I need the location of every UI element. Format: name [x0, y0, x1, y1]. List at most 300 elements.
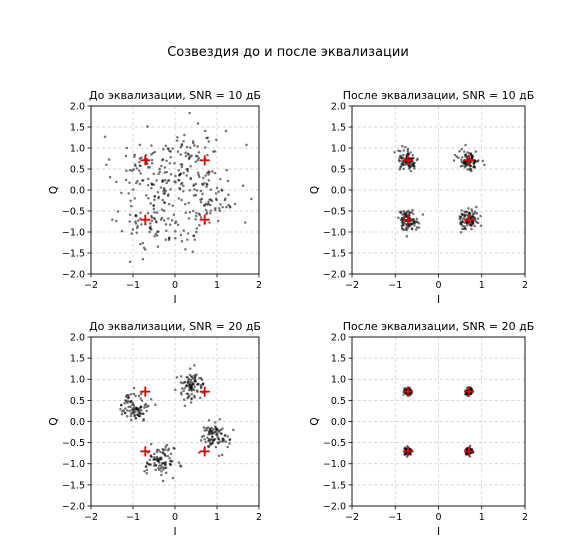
scatter-point — [136, 231, 139, 234]
scatter-point — [139, 397, 142, 400]
scatter-point — [182, 172, 185, 175]
scatter-point — [217, 191, 220, 194]
scatter-point — [145, 194, 148, 197]
scatter-point — [402, 224, 405, 227]
scatter-point — [191, 383, 194, 386]
scatter-point — [160, 470, 163, 473]
scatter-point — [162, 148, 165, 151]
scatter-point — [461, 156, 464, 159]
scatter-point — [196, 227, 199, 230]
scatter-point — [193, 389, 196, 392]
y-tick-label: 1.5 — [69, 122, 85, 134]
scatter-point — [111, 218, 114, 221]
scatter-point — [184, 381, 187, 384]
scatter-point — [177, 169, 180, 172]
scatter-point — [208, 198, 211, 201]
scatter-point — [188, 217, 191, 220]
scatter-point — [195, 183, 198, 186]
scatter-point — [411, 209, 414, 212]
scatter-point — [164, 201, 167, 204]
scatter-point — [477, 222, 480, 225]
scatter-point — [409, 225, 412, 228]
scatter-point — [206, 436, 209, 439]
scatter-point — [160, 457, 163, 460]
scatter-point — [227, 435, 230, 438]
scatter-point — [411, 222, 414, 225]
scatter-point — [171, 147, 174, 150]
scatter-point — [160, 474, 163, 477]
scatter-point — [413, 162, 416, 165]
scatter-point — [187, 170, 190, 173]
y-tick-label: −2.0 — [322, 501, 346, 513]
scatter-point — [153, 217, 156, 220]
scatter-point — [162, 480, 165, 483]
scatter-point — [195, 215, 198, 218]
subplot-3 — [48, 320, 262, 538]
scatter-point — [200, 216, 203, 219]
x-tick-label: 0 — [435, 512, 442, 523]
scatter-point — [416, 159, 419, 162]
scatter-point — [229, 439, 232, 442]
scatter-point — [218, 207, 221, 210]
scatter-point — [412, 165, 415, 168]
scatter-point — [143, 470, 146, 473]
subplot-title: После эквализации, SNR = 10 дБ — [342, 89, 535, 102]
x-tick-label: 0 — [435, 280, 442, 291]
scatter-point — [195, 155, 198, 158]
scatter-point — [176, 376, 179, 379]
scatter-point — [416, 226, 419, 229]
scatter-point — [141, 179, 144, 182]
scatter-point — [125, 170, 128, 173]
scatter-point — [185, 174, 188, 177]
scatter-point — [465, 392, 468, 395]
y-tick-label: 0.0 — [330, 416, 346, 428]
x-tick-label: −1 — [388, 512, 403, 523]
scatter-point — [401, 220, 404, 223]
scatter-point — [136, 167, 139, 170]
scatter-point — [138, 415, 141, 418]
scatter-point — [188, 395, 191, 398]
scatter-point — [157, 191, 160, 194]
scatter-point — [165, 160, 168, 163]
scatter-point — [188, 189, 191, 192]
scatter-point — [134, 417, 137, 420]
scatter-point — [140, 223, 143, 226]
scatter-point — [140, 406, 143, 409]
scatter-point — [460, 148, 463, 151]
scatter-point — [203, 435, 206, 438]
scatter-point — [463, 228, 466, 231]
scatter-point — [130, 205, 133, 208]
scatter-point — [190, 154, 193, 157]
scatter-point — [167, 217, 170, 220]
scatter-point — [194, 218, 197, 221]
scatter-point — [157, 460, 160, 463]
scatter-point — [195, 194, 198, 197]
scatter-point — [189, 178, 192, 181]
scatter-point — [468, 212, 471, 215]
y-tick-label: −1.5 — [61, 480, 85, 492]
scatter-point — [155, 179, 158, 182]
scatter-point — [136, 408, 139, 411]
scatter-point — [169, 223, 172, 226]
scatter-point — [474, 161, 477, 164]
scatter-point — [466, 210, 469, 213]
scatter-point — [480, 224, 483, 227]
scatter-point — [208, 140, 211, 143]
scatter-point — [128, 182, 131, 185]
scatter-point — [158, 170, 161, 173]
y-tick-label: −1.0 — [322, 227, 346, 239]
scatter-point — [403, 229, 406, 232]
scatter-point — [222, 440, 225, 443]
scatter-point — [208, 446, 211, 449]
scatter-point — [169, 162, 172, 165]
scatter-point — [204, 174, 207, 177]
scatter-point — [156, 448, 159, 451]
scatter-point — [129, 213, 132, 216]
scatter-point — [193, 364, 196, 367]
scatter-point — [131, 169, 134, 172]
x-tick-label: −1 — [388, 280, 403, 291]
y-tick-label: −1.0 — [61, 227, 85, 239]
y-tick-label: 2.0 — [69, 101, 85, 113]
scatter-point — [150, 215, 153, 218]
scatter-point — [203, 438, 206, 441]
scatter-point — [201, 193, 204, 196]
y-tick-label: −1.5 — [322, 248, 346, 260]
scatter-point — [164, 171, 167, 174]
scatter-point — [193, 396, 196, 399]
y-tick-label: 1.5 — [330, 353, 346, 365]
scatter-point — [402, 393, 405, 396]
scatter-point — [164, 238, 167, 241]
scatter-point — [470, 225, 473, 228]
scatter-point — [412, 157, 415, 160]
scatter-point — [202, 177, 205, 180]
scatter-point — [170, 173, 173, 176]
scatter-point — [162, 451, 165, 454]
scatter-points — [104, 112, 253, 263]
scatter-point — [151, 220, 154, 223]
scatter-point — [191, 377, 194, 380]
scatter-point — [141, 399, 144, 402]
subplot-title: До эквализации, SNR = 10 дБ — [89, 89, 261, 102]
scatter-point — [401, 145, 404, 148]
scatter-point — [142, 242, 145, 245]
scatter-point — [217, 220, 220, 223]
scatter-point — [151, 159, 154, 162]
scatter-point — [208, 221, 211, 224]
scatter-point — [464, 144, 467, 147]
scatter-point — [193, 188, 196, 191]
scatter-point — [138, 161, 141, 164]
y-tick-label: −1.5 — [61, 248, 85, 260]
y-tick-label: 1.5 — [330, 122, 346, 134]
scatter-point — [155, 233, 158, 236]
scatter-point — [224, 434, 227, 437]
scatter-point — [136, 225, 139, 228]
scatter-point — [160, 218, 163, 221]
scatter-point — [160, 165, 163, 168]
scatter-point — [207, 426, 210, 429]
scatter-point — [142, 418, 145, 421]
scatter-point — [132, 409, 135, 412]
scatter-point — [178, 197, 181, 200]
scatter-point — [157, 230, 160, 233]
scatter-point — [477, 217, 480, 220]
scatter-point — [119, 408, 122, 411]
scatter-point — [152, 173, 155, 176]
scatter-point — [132, 188, 135, 191]
scatter-point — [214, 172, 217, 175]
scatter-point — [215, 199, 218, 202]
scatter-point — [115, 181, 118, 184]
scatter-point — [164, 446, 167, 449]
x-tick-label: 1 — [478, 512, 485, 523]
scatter-point — [157, 173, 160, 176]
scatter-point — [147, 197, 150, 200]
scatter-point — [189, 374, 192, 377]
y-tick-label: −1.5 — [322, 480, 346, 492]
x-tick-label: 2 — [255, 512, 263, 523]
scatter-point — [149, 202, 152, 205]
scatter-point — [154, 469, 157, 472]
scatter-point — [177, 150, 180, 153]
scatter-point — [167, 147, 170, 150]
scatter-point — [150, 443, 153, 446]
scatter-point — [204, 146, 207, 149]
scatter-point — [120, 404, 123, 407]
scatter-point — [138, 395, 141, 398]
scatter-point — [164, 448, 167, 451]
scatter-point — [206, 429, 209, 432]
scatter-point — [221, 454, 224, 457]
scatter-point — [470, 228, 473, 231]
y-tick-label: −0.5 — [322, 438, 346, 450]
x-tick-label: 1 — [213, 280, 221, 291]
scatter-point — [135, 222, 138, 225]
scatter-point — [182, 140, 185, 143]
scatter-point — [220, 188, 223, 191]
scatter-point — [209, 212, 212, 215]
scatter-point — [215, 192, 218, 195]
scatter-point — [472, 221, 475, 224]
y-tick-label: −0.5 — [61, 206, 85, 218]
scatter-point — [117, 210, 120, 213]
x-tick-label: −2 — [83, 280, 99, 291]
scatter-point — [168, 447, 171, 450]
scatter-point — [473, 213, 476, 216]
x-tick-label: 2 — [521, 280, 529, 291]
scatter-point — [157, 197, 160, 200]
scatter-point — [469, 167, 472, 170]
scatter-point — [221, 206, 224, 209]
scatter-point — [126, 409, 129, 412]
scatter-point — [477, 159, 480, 162]
scatter-point — [171, 219, 174, 222]
scatter-point — [153, 456, 156, 459]
scatter-point — [147, 405, 150, 408]
scatter-point — [187, 232, 190, 235]
reference-marker — [140, 387, 150, 397]
scatter-point — [182, 184, 185, 187]
scatter-point — [415, 228, 418, 231]
scatter-point — [199, 384, 202, 387]
scatter-point — [407, 150, 410, 153]
scatter-point — [165, 223, 168, 226]
scatter-point — [211, 436, 214, 439]
y-tick-label: −0.5 — [61, 438, 85, 450]
scatter-point — [188, 158, 191, 161]
x-tick-label: 0 — [171, 512, 179, 523]
scatter-point — [203, 426, 206, 429]
scatter-point — [150, 144, 153, 147]
scatter-point — [464, 155, 467, 158]
scatter-point — [221, 427, 224, 430]
scatter-point — [153, 235, 156, 238]
scatter-point — [407, 210, 410, 213]
scatter-point — [188, 389, 191, 392]
scatter-point — [173, 180, 176, 183]
scatter-point — [398, 159, 401, 162]
scatter-point — [409, 212, 412, 215]
scatter-point — [198, 224, 201, 227]
scatter-point — [184, 404, 187, 407]
scatter-point — [127, 192, 130, 195]
scatter-point — [150, 187, 153, 190]
scatter-point — [212, 428, 215, 431]
scatter-point — [413, 224, 416, 227]
scatter-point — [149, 227, 152, 230]
scatter-point — [217, 441, 220, 444]
scatter-point — [153, 211, 156, 214]
scatter-point — [179, 464, 182, 467]
scatter-point — [122, 409, 125, 412]
scatter-point — [139, 165, 142, 168]
scatter-point — [453, 159, 456, 162]
y-tick-label: 1.0 — [330, 374, 346, 386]
x-tick-label: −2 — [344, 512, 360, 523]
scatter-point — [133, 393, 136, 396]
scatter-point — [149, 222, 152, 225]
scatter-point — [198, 213, 201, 216]
scatter-point — [470, 154, 473, 157]
scatter-point — [132, 228, 135, 231]
scatter-point — [129, 261, 132, 264]
x-axis-label: I — [436, 294, 441, 306]
scatter-point — [460, 209, 463, 212]
scatter-point — [126, 147, 129, 150]
subplot-4 — [309, 320, 534, 538]
scatter-point — [165, 182, 168, 185]
scatter-point — [211, 170, 214, 173]
scatter-point — [170, 460, 173, 463]
scatter-point — [215, 446, 218, 449]
scatter-point — [182, 229, 185, 232]
scatter-point — [194, 385, 197, 388]
scatter-point — [473, 165, 476, 168]
scatter-point — [200, 190, 203, 193]
scatter-point — [123, 402, 126, 405]
scatter-point — [168, 203, 171, 206]
scatter-point — [140, 156, 143, 159]
y-tick-label: 1.0 — [69, 143, 85, 155]
scatter-point — [475, 150, 478, 153]
scatter-point — [460, 159, 463, 162]
y-tick-label: −2.0 — [61, 501, 85, 513]
scatter-point — [422, 213, 425, 216]
scatter-point — [214, 150, 217, 153]
scatter-point — [124, 412, 127, 415]
scatter-point — [471, 210, 474, 213]
scatter-point — [152, 205, 155, 208]
scatter-point — [393, 151, 396, 154]
scatter-point — [149, 454, 152, 457]
scatter-point — [155, 464, 158, 467]
scatter-point — [461, 214, 464, 217]
scatter-point — [207, 173, 210, 176]
scatter-point — [466, 224, 469, 227]
scatter-point — [185, 155, 188, 158]
scatter-point — [214, 425, 217, 428]
scatter-point — [139, 212, 142, 215]
scatter-point — [204, 130, 207, 133]
scatter-point — [416, 218, 419, 221]
scatter-point — [172, 477, 175, 480]
scatter-point — [244, 221, 247, 224]
scatter-point — [184, 203, 187, 206]
scatter-point — [150, 398, 153, 401]
scatter-point — [190, 389, 193, 392]
scatter-point — [185, 385, 188, 388]
scatter-point — [206, 136, 209, 139]
scatter-point — [215, 139, 218, 142]
scatter-point — [126, 415, 129, 418]
scatter-point — [464, 164, 467, 167]
x-tick-label: 2 — [255, 280, 263, 291]
scatter-point — [162, 158, 165, 161]
scatter-point — [411, 228, 414, 231]
scatter-point — [109, 176, 112, 179]
scatter-point — [218, 455, 221, 458]
scatter-point — [460, 165, 463, 168]
scatter-point — [128, 396, 131, 399]
scatter-point — [207, 203, 210, 206]
scatter-point — [460, 231, 463, 234]
scatter-point — [189, 367, 192, 370]
scatter-point — [465, 452, 468, 455]
scatter-point — [184, 248, 187, 251]
scatter-point — [164, 166, 167, 169]
scatter-point — [167, 455, 170, 458]
subplot-1 — [48, 89, 262, 306]
scatter-point — [192, 251, 195, 254]
scatter-point — [193, 238, 196, 241]
scatter-point — [145, 410, 148, 413]
scatter-point — [130, 232, 133, 235]
x-axis-label: I — [436, 526, 441, 538]
scatter-point — [135, 182, 138, 185]
scatter-point — [134, 214, 137, 217]
scatter-point — [155, 458, 158, 461]
scatter-point — [173, 447, 176, 450]
scatter-point — [209, 438, 212, 441]
scatter-point — [163, 209, 166, 212]
y-tick-label: 1.5 — [69, 353, 85, 365]
scatter-point — [208, 432, 211, 435]
